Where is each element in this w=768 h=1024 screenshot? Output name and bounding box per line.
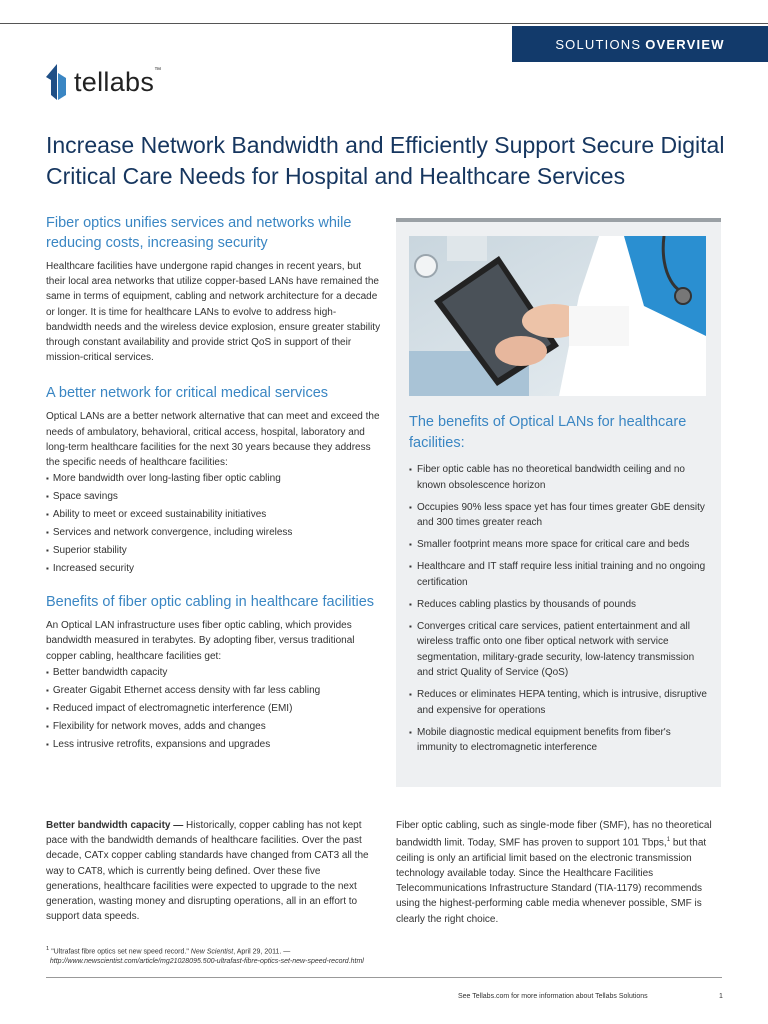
list-item: ▪ Space savings <box>46 488 381 506</box>
bottom-rule <box>46 977 722 978</box>
bandwidth-text: Historically, copper cabling has not kept pace with the bandwidth demands of healthcare facilities. Over the past decade, CATx copper cabling standards have changed from CAT3 all the way to CAT8, which is currently being defined. Over these five generations, healthcare facilities were expected to upgrade to the next generation, wasting money and disrupting operations, all in an effort to support data speeds. <box>46 820 369 923</box>
list-item: ▪ Reduces cabling plastics by thousands of pounds <box>409 597 709 613</box>
footer-text: See Tellabs.com for more information about Tellabs Solutions <box>458 993 648 1000</box>
section2-body: Optical LANs are a better network alternative that can meet and exceed the needs of ambulatory, behavioral, critical access, hospital, laboratory and long-term healthcare facilities for the next 30 years because they address the specific needs of healthcare facilities: <box>46 411 380 469</box>
list-item: ▪ Reduced impact of electromagnetic interference (EMI) <box>46 700 381 718</box>
solutions-overview-banner <box>512 26 768 62</box>
list-item: ▪ Occupies 90% less space yet has four times greater GbE density and 300 times greater reach <box>409 500 709 531</box>
list-item: ▪ Superior stability <box>46 542 381 560</box>
section2-heading: A better network for critical medical services <box>46 385 329 402</box>
sidebar-list <box>409 462 709 762</box>
bandwidth-lead: Better bandwidth capacity — <box>46 820 184 831</box>
list-item: ▪ Increased security <box>46 560 381 578</box>
list-item: ▪ Reduces or eliminates HEPA tenting, which is intrusive, disruptive and expensive for operations <box>409 687 709 718</box>
bottom-left-paragraph <box>46 818 376 924</box>
top-rule <box>0 23 768 24</box>
list-item: ▪ Less intrusive retrofits, expansions and upgrades <box>46 736 381 754</box>
list-item: ▪ Converges critical care services, patient entertainment and all wireless traffic onto one fiber optical network with service segmentation, military-grade security, low-latency transmission and strict Quality of Service (QoS) <box>409 619 709 681</box>
sidebar-heading: The benefits of Optical LANs for healthcare facilities: <box>409 414 687 451</box>
footnote-link[interactable]: http://www.newscientist.com/article/mg21028095.500-ultrafast-fibre-optics-set-new-speed-record.html <box>49 958 364 966</box>
list-item: ▪ Ability to meet or exceed sustainability initiatives <box>46 506 381 524</box>
list-item: ▪ Fiber optic cable has no theoretical bandwidth ceiling and no known obsolescence horizon <box>409 462 709 493</box>
section3-heading: Benefits of fiber optic cabling in healthcare facilities <box>46 594 375 611</box>
list-item: ▪ More bandwidth over long-lasting fiber optic cabling <box>46 470 381 488</box>
list-item: ▪ Better bandwidth capacity <box>46 664 381 682</box>
tellabs-logo <box>46 64 161 100</box>
page-number: 1 <box>719 993 723 1000</box>
list-item: ▪ Healthcare and IT staff require less initial training and no ongoing certification <box>409 559 709 590</box>
page-title: Increase Network Bandwidth and Efficiently Support Secure Digital Critical Care Needs for Hospital and Healthcare Services <box>46 132 725 189</box>
section1-heading: Fiber optics unifies services and networks while reducing costs, increasing security <box>46 215 352 251</box>
list-item: ▪ Flexibility for network moves, adds and changes <box>46 718 381 736</box>
bottom-right-paragraph: Fiber optic cabling, such as single-mode fiber (SMF), has no theoretical bandwidth limit. Today, SMF has proven to support 101 Tbps,$^1$ but that ceiling is only an artificial limit based on the electronic transmission technology available today. Since the Healthcare Facilities Telecommunications Infrastructure Standard (TIA-1179) recommends using the highest-performing cable media whenever possible, SMF is clearly the right choice. <box>396 820 712 925</box>
left-column <box>46 213 381 754</box>
section3-body: An Optical LAN infrastructure uses fiber optic cabling, which provides bandwidth measured in terabytes. By adopting fiber, versus traditional copper cabling, healthcare facilities get: <box>46 620 355 662</box>
logo-text: tellabs™ <box>74 66 162 97</box>
list-item: ▪ Greater Gigabit Ethernet access density with far less cabling <box>46 682 381 700</box>
list-item: ▪ Smaller footprint means more space for critical care and beds <box>409 537 709 553</box>
tellabs-logo-icon <box>46 64 70 100</box>
list-item: ▪ Services and network convergence, including wireless <box>46 524 381 542</box>
doctor-tablet-photo <box>409 236 706 396</box>
banner-part2: OVERVIEW <box>645 36 725 52</box>
section2-list <box>46 470 381 578</box>
section1-body: Healthcare facilities have undergone rapid changes in recent years, but their local area networks that utilize copper-based LANs have remained the same in terms of equipment, cabling and network architecture for a decade or longer. It is time for healthcare LANs to evolve to address high-bandwidth needs and the wireless device explosion, ensure greater stability through constant availability and provide strict QoS in support of their mission-critical services. <box>46 261 381 364</box>
list-item: ▪ Mobile diagnostic medical equipment benefits from fiber's immunity to electromagnetic interference <box>409 725 709 756</box>
footnote: $^1$ "Ultrafast fibre optics set new speed record." New Scientist, April 29, 2011. — http://www.newscientist.com/article/mg21028095.500-ultrafast-fibre-optics-set-new-speed-record.html <box>46 946 364 966</box>
benefits-sidebar <box>396 218 721 787</box>
banner-part1: SOLUTIONS <box>555 36 642 52</box>
section3-list <box>46 664 381 754</box>
